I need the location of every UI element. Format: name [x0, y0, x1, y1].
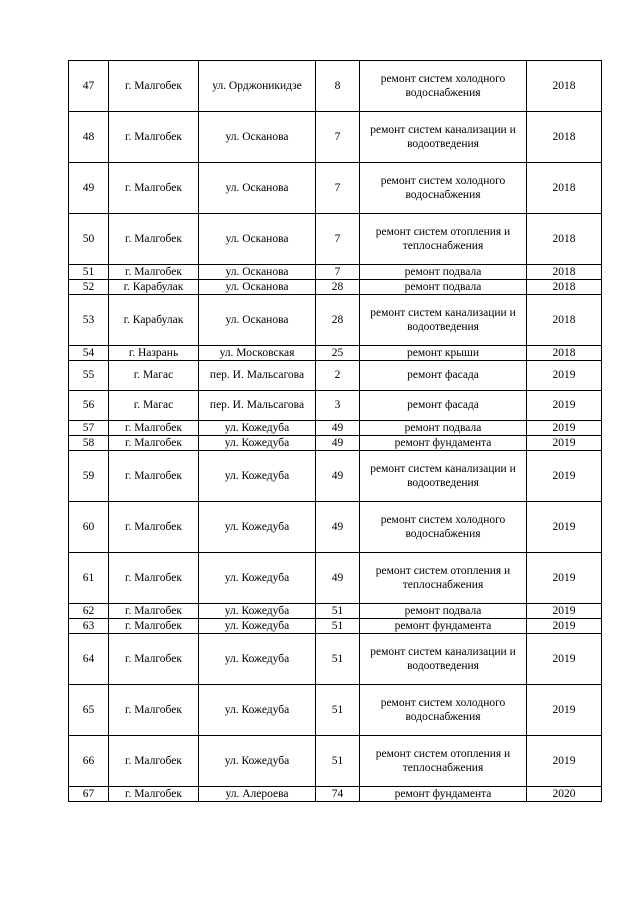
work-type-cell: ремонт систем холодного водоснабжения — [360, 61, 527, 112]
table-row — [69, 361, 602, 391]
house-number-cell: 7 — [316, 112, 360, 163]
table-row — [69, 346, 602, 361]
table-row — [69, 553, 602, 604]
street-cell: ул. Московская — [199, 346, 316, 361]
year-cell: 2020 — [527, 787, 602, 802]
city-cell: г. Магас — [109, 361, 199, 391]
house-number-cell: 25 — [316, 346, 360, 361]
city-cell: г. Малгобек — [109, 214, 199, 265]
year-cell: 2018 — [527, 295, 602, 346]
table-row — [69, 295, 602, 346]
row-number-cell: 55 — [69, 361, 109, 391]
work-type-cell: ремонт фундамента — [360, 787, 527, 802]
house-number-cell: 49 — [316, 502, 360, 553]
street-cell: ул. Кожедуба — [199, 634, 316, 685]
year-cell: 2018 — [527, 280, 602, 295]
street-cell: ул. Кожедуба — [199, 502, 316, 553]
house-number-cell: 7 — [316, 163, 360, 214]
city-cell: г. Малгобек — [109, 736, 199, 787]
street-cell: ул. Кожедуба — [199, 451, 316, 502]
work-type-cell: ремонт фундамента — [360, 619, 527, 634]
table-row — [69, 604, 602, 619]
house-number-cell: 8 — [316, 61, 360, 112]
house-number-cell: 2 — [316, 361, 360, 391]
street-cell: ул. Осканова — [199, 112, 316, 163]
street-cell: ул. Кожедуба — [199, 604, 316, 619]
year-cell: 2019 — [527, 685, 602, 736]
street-cell: пер. И. Мальсагова — [199, 361, 316, 391]
row-number-cell: 63 — [69, 619, 109, 634]
year-cell: 2019 — [527, 604, 602, 619]
city-cell: г. Малгобек — [109, 553, 199, 604]
year-cell: 2019 — [527, 736, 602, 787]
row-number-cell: 54 — [69, 346, 109, 361]
year-cell: 2019 — [527, 451, 602, 502]
work-type-cell: ремонт подвала — [360, 265, 527, 280]
house-number-cell: 7 — [316, 214, 360, 265]
table-row — [69, 391, 602, 421]
table-row — [69, 451, 602, 502]
street-cell: ул. Орджоникидзе — [199, 61, 316, 112]
house-number-cell: 49 — [316, 421, 360, 436]
city-cell: г. Малгобек — [109, 265, 199, 280]
work-type-cell: ремонт подвала — [360, 280, 527, 295]
street-cell: ул. Кожедуба — [199, 436, 316, 451]
work-type-cell: ремонт систем канализации и водоотведения — [360, 112, 527, 163]
table-row — [69, 436, 602, 451]
street-cell: ул. Осканова — [199, 280, 316, 295]
row-number-cell: 67 — [69, 787, 109, 802]
table-row — [69, 112, 602, 163]
row-number-cell: 50 — [69, 214, 109, 265]
street-cell: ул. Кожедуба — [199, 736, 316, 787]
row-number-cell: 57 — [69, 421, 109, 436]
work-type-cell: ремонт систем отопления и теплоснабжения — [360, 736, 527, 787]
work-type-cell: ремонт систем отопления и теплоснабжения — [360, 214, 527, 265]
year-cell: 2019 — [527, 361, 602, 391]
table-row — [69, 787, 602, 802]
table-body — [69, 61, 602, 802]
table-row — [69, 736, 602, 787]
street-cell: ул. Кожедуба — [199, 421, 316, 436]
house-number-cell: 49 — [316, 451, 360, 502]
row-number-cell: 64 — [69, 634, 109, 685]
work-type-cell: ремонт систем холодного водоснабжения — [360, 685, 527, 736]
year-cell: 2019 — [527, 436, 602, 451]
street-cell: пер. И. Мальсагова — [199, 391, 316, 421]
city-cell: г. Магас — [109, 391, 199, 421]
house-number-cell: 49 — [316, 436, 360, 451]
house-number-cell: 49 — [316, 553, 360, 604]
house-number-cell: 51 — [316, 619, 360, 634]
street-cell: ул. Кожедуба — [199, 619, 316, 634]
year-cell: 2019 — [527, 619, 602, 634]
row-number-cell: 66 — [69, 736, 109, 787]
row-number-cell: 53 — [69, 295, 109, 346]
row-number-cell: 51 — [69, 265, 109, 280]
work-type-cell: ремонт систем канализации и водоотведения — [360, 634, 527, 685]
city-cell: г. Малгобек — [109, 112, 199, 163]
year-cell: 2019 — [527, 553, 602, 604]
house-number-cell: 28 — [316, 280, 360, 295]
row-number-cell: 58 — [69, 436, 109, 451]
row-number-cell: 52 — [69, 280, 109, 295]
city-cell: г. Малгобек — [109, 502, 199, 553]
year-cell: 2018 — [527, 61, 602, 112]
street-cell: ул. Осканова — [199, 163, 316, 214]
city-cell: г. Малгобек — [109, 634, 199, 685]
work-type-cell: ремонт систем холодного водоснабжения — [360, 502, 527, 553]
house-number-cell: 7 — [316, 265, 360, 280]
street-cell: ул. Кожедуба — [199, 685, 316, 736]
row-number-cell: 56 — [69, 391, 109, 421]
year-cell: 2018 — [527, 163, 602, 214]
house-number-cell: 3 — [316, 391, 360, 421]
year-cell: 2018 — [527, 346, 602, 361]
year-cell: 2018 — [527, 265, 602, 280]
row-number-cell: 60 — [69, 502, 109, 553]
city-cell: г. Малгобек — [109, 163, 199, 214]
row-number-cell: 62 — [69, 604, 109, 619]
street-cell: ул. Осканова — [199, 214, 316, 265]
table-row — [69, 265, 602, 280]
table-row — [69, 619, 602, 634]
year-cell: 2018 — [527, 214, 602, 265]
row-number-cell: 59 — [69, 451, 109, 502]
city-cell: г. Малгобек — [109, 685, 199, 736]
work-type-cell: ремонт систем канализации и водоотведения — [360, 451, 527, 502]
row-number-cell: 61 — [69, 553, 109, 604]
city-cell: г. Малгобек — [109, 619, 199, 634]
row-number-cell: 65 — [69, 685, 109, 736]
house-number-cell: 51 — [316, 634, 360, 685]
row-number-cell: 47 — [69, 61, 109, 112]
work-type-cell: ремонт фундамента — [360, 436, 527, 451]
year-cell: 2019 — [527, 502, 602, 553]
street-cell: ул. Алероева — [199, 787, 316, 802]
table-row — [69, 163, 602, 214]
repair-schedule-table — [68, 60, 602, 802]
year-cell: 2019 — [527, 634, 602, 685]
house-number-cell: 51 — [316, 685, 360, 736]
table-row — [69, 61, 602, 112]
table-row — [69, 214, 602, 265]
street-cell: ул. Осканова — [199, 265, 316, 280]
year-cell: 2019 — [527, 421, 602, 436]
street-cell: ул. Осканова — [199, 295, 316, 346]
city-cell: г. Малгобек — [109, 604, 199, 619]
work-type-cell: ремонт крыши — [360, 346, 527, 361]
city-cell: г. Малгобек — [109, 787, 199, 802]
year-cell: 2018 — [527, 112, 602, 163]
work-type-cell: ремонт систем отопления и теплоснабжения — [360, 553, 527, 604]
year-cell: 2019 — [527, 391, 602, 421]
work-type-cell: ремонт фасада — [360, 391, 527, 421]
house-number-cell: 28 — [316, 295, 360, 346]
row-number-cell: 49 — [69, 163, 109, 214]
house-number-cell: 51 — [316, 736, 360, 787]
city-cell: г. Малгобек — [109, 421, 199, 436]
city-cell: г. Назрань — [109, 346, 199, 361]
city-cell: г. Малгобек — [109, 451, 199, 502]
table-row — [69, 634, 602, 685]
row-number-cell: 48 — [69, 112, 109, 163]
street-cell: ул. Кожедуба — [199, 553, 316, 604]
table-row — [69, 421, 602, 436]
city-cell: г. Малгобек — [109, 61, 199, 112]
work-type-cell: ремонт подвала — [360, 421, 527, 436]
table-row — [69, 280, 602, 295]
city-cell: г. Карабулак — [109, 280, 199, 295]
work-type-cell: ремонт фасада — [360, 361, 527, 391]
city-cell: г. Малгобек — [109, 436, 199, 451]
city-cell: г. Карабулак — [109, 295, 199, 346]
table-row — [69, 502, 602, 553]
work-type-cell: ремонт систем канализации и водоотведения — [360, 295, 527, 346]
work-type-cell: ремонт подвала — [360, 604, 527, 619]
table-row — [69, 685, 602, 736]
house-number-cell: 74 — [316, 787, 360, 802]
house-number-cell: 51 — [316, 604, 360, 619]
work-type-cell: ремонт систем холодного водоснабжения — [360, 163, 527, 214]
